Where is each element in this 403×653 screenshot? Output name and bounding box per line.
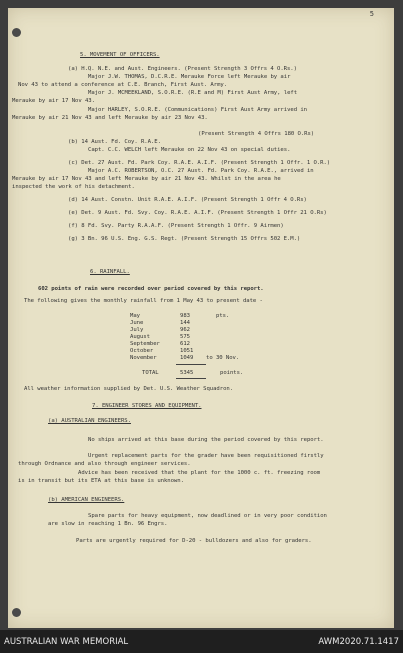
rainfall-month: May (130, 313, 140, 319)
rainfall-month: June (130, 320, 144, 326)
rainfall-month: September (130, 341, 160, 347)
movement-line: (f) 8 Fd. Svy. Party R.A.A.F. (Present Strength 1 Offr. 9 Airmen) (68, 223, 284, 229)
rainfall-points: 144 (180, 320, 190, 326)
stores-b-line: Spare parts for heavy equipment, now deadlined or in very poor condition (88, 513, 327, 519)
rainfall-month: November (130, 355, 157, 361)
stores-heading: 7. ENGINEER STORES AND EQUIPMENT. (92, 403, 202, 409)
document-page (8, 8, 394, 628)
movement-line: Major HARLEY, S.O.R.E. (Communications) First Aust Army arrived in (88, 107, 307, 113)
stores-a-line: through Ordnance and also through engineer services. (18, 461, 191, 467)
movement-line: Merauke by air 17 Nov 43. (12, 98, 95, 104)
stores-a-line: No ships arrived at this base during the period covered by this report. (88, 437, 324, 443)
rainfall-source: All weather information supplied by Det. U.S. Weather Squadron. (24, 386, 234, 392)
movement-line: (d) 14 Aust. Constn. Unit R.A.E. A.I.F. (Present Strength 1 Offr 4 O.Rs) (68, 197, 307, 203)
movement-line: Major A.C. ROBERTSON, O.C. 27 Aust. Fd. Park Coy. R.A.E., arrived in (88, 168, 314, 174)
movement-line: Nov 43 to attend a conference at C.E. Branch, First Aust. Army. (18, 82, 228, 88)
rainfall-points: 575 (180, 334, 190, 340)
rainfall-points: 612 (180, 341, 190, 347)
movement-line: inspected the work of his detachment. (12, 184, 135, 190)
rainfall-total-value: 5345 (180, 370, 194, 376)
document-text (8, 8, 394, 628)
rainfall-month: July (130, 327, 144, 333)
stores-b-line: are slow in reaching 1 Bn. 96 Engrs. (48, 521, 168, 527)
total-rule (176, 378, 206, 379)
rainfall-note: pts. (216, 313, 230, 319)
stores-b-heading: (b) AMERICAN ENGINEERS. (48, 497, 125, 503)
rainfall-heading: 6. RAINFALL. (90, 269, 130, 275)
movement-line: (Present Strength 4 Offrs 180 O.Rs) (198, 131, 315, 137)
rainfall-intro: 602 points of rain were recorded over period covered by this report. (38, 286, 264, 292)
stores-a-line: Urgent replacement parts for the grader have been requisitioned firstly (88, 453, 324, 459)
movement-line: (b) 14 Aust. Fd. Coy. R.A.E. (68, 139, 161, 145)
movement-line: (a) H.Q. N.E. and Aust. Engineers. (Present Strength 3 Offrs 4 O.Rs.) (68, 66, 297, 72)
stores-a-line: Advice has been received that the plant for the 1000 c. ft. freezing room (78, 470, 321, 476)
page-number: 5 (369, 10, 374, 18)
movement-line: (e) Det. 9 Aust. Fd. Svy. Coy. R.A.E. A.I.F. (Present Strength 1 Offr 21 O.Rs) (68, 210, 327, 216)
rainfall-total-label: TOTAL (142, 370, 159, 376)
rainfall-intro-2: The following gives the monthly rainfall from 1 May 43 to present date - (24, 298, 263, 304)
movement-line: (c) Det. 27 Aust. Fd. Park Coy. R.A.E. A.I.F. (Present Strength 1 Offr. 1 O.R.) (68, 160, 331, 166)
movement-line: Merauke by air 17 Nov 43 and left Merauke by air 21 Nov 43. Whilst in the area he (12, 176, 281, 182)
rainfall-total-unit: points. (220, 370, 244, 376)
movement-line: Major J. MCMEEKLAND, S.O.R.E. (R.E and M) First Aust Army, left (88, 90, 298, 96)
rainfall-points: 983 (180, 313, 190, 319)
movement-line: (g) 3 Bn. 96 U.S. Eng. G.S. Regt. (Present Strength 15 Offrs 502 E.M.) (68, 236, 301, 242)
total-rule (176, 364, 206, 365)
footer-left-label: AUSTRALIAN WAR MEMORIAL (4, 637, 129, 647)
footer-right-label: AWM2020.71.1417 (318, 637, 399, 647)
stores-b-line: Parts are urgently required for D-20 - bulldozers and also for graders. (76, 538, 312, 544)
stores-a-heading: (a) AUSTRALIAN ENGINEERS. (48, 418, 131, 424)
movement-line: Merauke by air 21 Nov 43 and left Merauke by air 23 Nov 43. (12, 115, 208, 121)
rainfall-points: 1049 (180, 355, 194, 361)
archive-footer (0, 630, 403, 653)
rainfall-points: 1051 (180, 348, 194, 354)
rainfall-note: to 30 Nov. (206, 355, 240, 361)
rainfall-month: August (130, 334, 150, 340)
movement-line: Major J.W. THOMAS, D.C.R.E. Merauke Force left Merauke by air (88, 74, 291, 80)
movement-heading: 5. MOVEMENT OF OFFICERS. (80, 52, 160, 58)
movement-line: Capt. C.C. WELCH left Merauke on 22 Nov 43 on special duties. (88, 147, 291, 153)
rainfall-points: 962 (180, 327, 190, 333)
stores-a-line: is in transit but its ETA at this base is unknown. (18, 478, 184, 484)
rainfall-month: October (130, 348, 154, 354)
